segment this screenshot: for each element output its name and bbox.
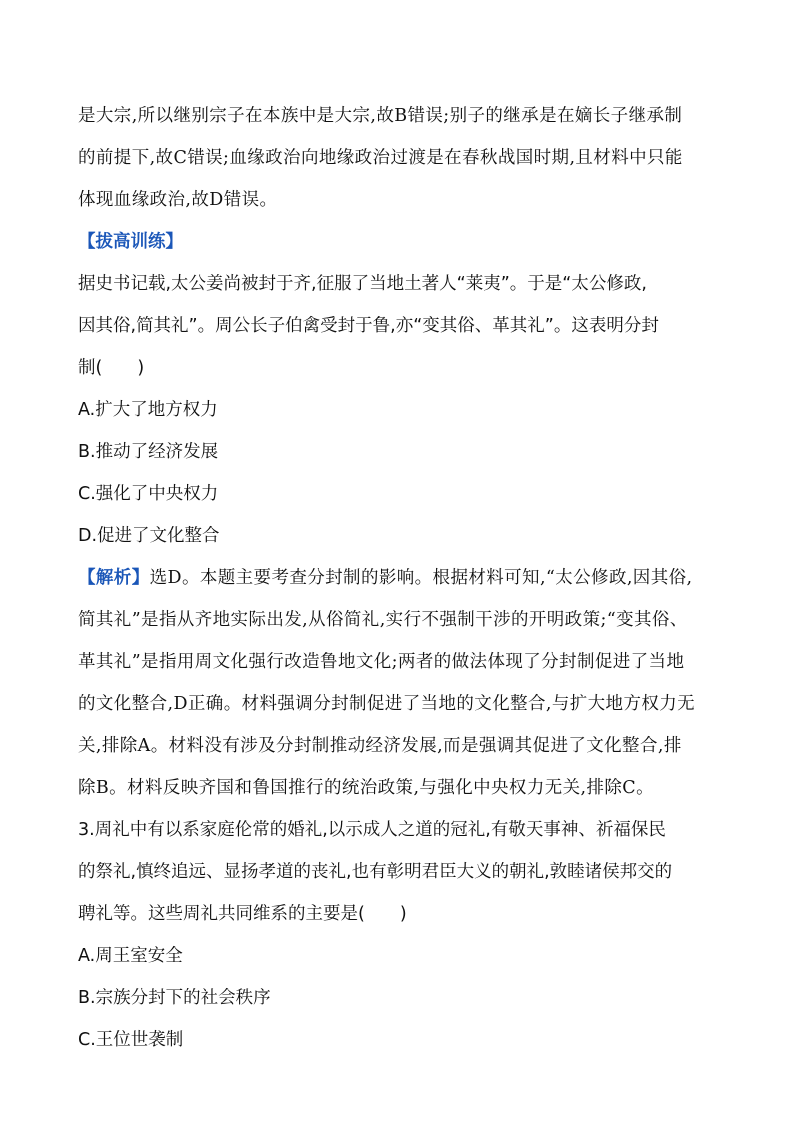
analysis-text: 选D。本题主要考查分封制的影响。根据材料可知,“太公修政,因其俗,	[149, 568, 693, 588]
analysis-line: 简其礼”是指从齐地实际出发,从俗简礼,实行不强制干涉的开明政策;“变其俗、	[78, 610, 688, 630]
option-c: C.王位世袭制	[78, 1030, 184, 1050]
analysis-tag: 【解析】	[78, 568, 150, 588]
option-a: A.扩大了地方权力	[78, 400, 218, 420]
analysis-line: 革其礼”是指用周文化强行改造鲁地文化;两者的做法体现了分封制促进了当地	[78, 652, 685, 672]
question-line: 因其俗,简其礼”。周公长子伯禽受封于鲁,亦“变其俗、革其礼”。这表明分封	[78, 316, 659, 336]
analysis-line: 除B。材料反映齐国和鲁国推行的统治政策,与强化中央权力无关,排除C。	[78, 778, 654, 798]
option-a: A.周王室安全	[78, 946, 183, 966]
question-line: 3.周礼中有以系家庭伦常的婚礼,以示成人之道的冠礼,有敬天事神、祈福保民	[78, 820, 666, 840]
question-line: 聘礼等。这些周礼共同维系的主要是( )	[78, 904, 407, 924]
option-c: C.强化了中央权力	[78, 484, 219, 504]
option-d: D.促进了文化整合	[78, 526, 220, 546]
question-line: 的祭礼,慎终追远、显扬孝道的丧礼,也有彰明君臣大义的朝礼,敦睦诸侯邦交的	[78, 862, 673, 882]
question-line: 制( )	[78, 358, 145, 378]
question-line: 据史书记载,太公姜尚被封于齐,征服了当地土著人“莱夷”。于是“太公修政,	[78, 274, 647, 294]
analysis-line: 的文化整合,D正确。材料强调分封制促进了当地的文化整合,与扩大地方权力无	[78, 694, 696, 714]
prev-analysis-line: 的前提下,故C错误;血缘政治向地缘政治过渡是在春秋战国时期,且材料中只能	[78, 148, 683, 168]
analysis-line: 关,排除A。材料没有涉及分封制推动经济发展,而是强调其促进了文化整合,排	[78, 736, 682, 756]
prev-analysis-line: 体现血缘政治,故D错误。	[78, 190, 278, 210]
training-heading: 【拔高训练】	[78, 232, 183, 252]
option-b: B.宗族分封下的社会秩序	[78, 988, 271, 1008]
analysis-line	[78, 566, 692, 590]
prev-analysis-line: 是大宗,所以继别宗子在本族中是大宗,故B错误;别子的继承是在嫡长子继承制	[78, 106, 683, 126]
option-b: B.推动了经济发展	[78, 442, 219, 462]
